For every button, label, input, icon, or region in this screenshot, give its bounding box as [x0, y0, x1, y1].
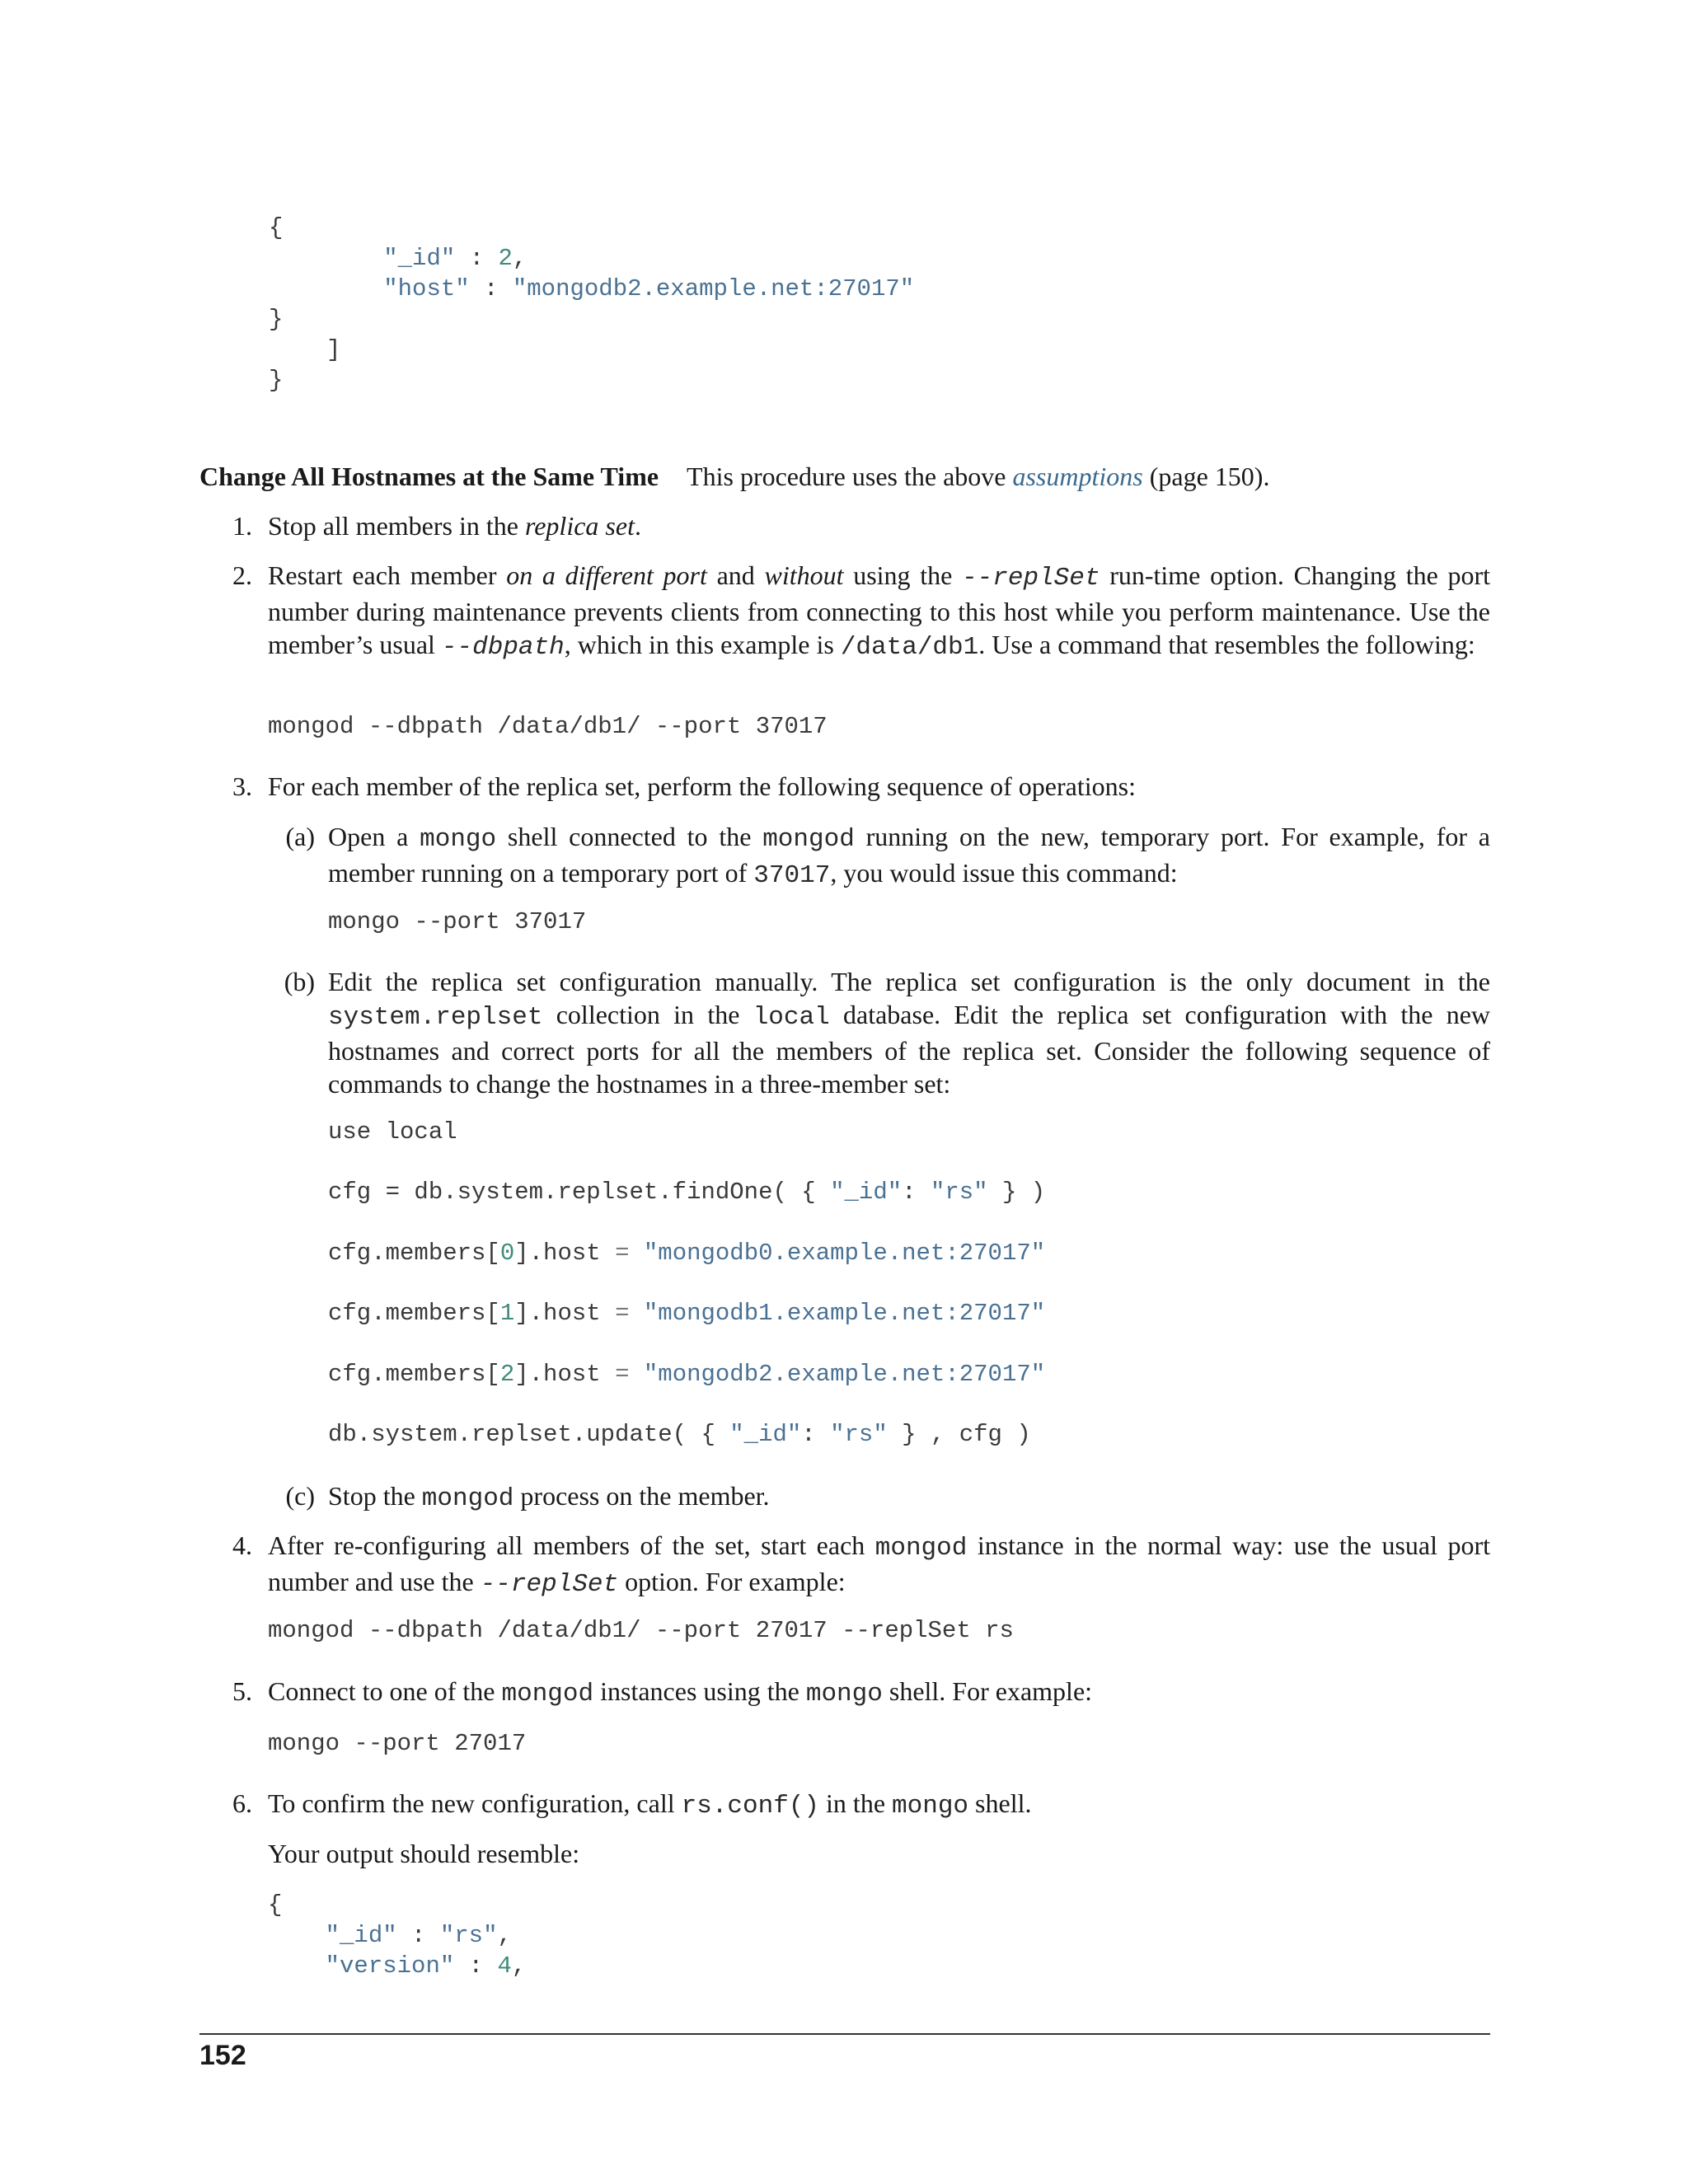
code-text: ].host: [514, 1240, 616, 1267]
inline-code: mongod: [501, 1680, 594, 1708]
code-string: "rs": [830, 1421, 888, 1448]
code-block-top: [269, 213, 914, 335]
code-close-array: ]: [326, 336, 341, 363]
code-line: "_id" : 2,: [383, 245, 528, 272]
emphasis: without: [764, 560, 844, 590]
code-line: {: [269, 214, 284, 241]
step-number: 2.: [232, 560, 252, 590]
code-string: "_id": [383, 245, 456, 272]
section-heading: Change All Hostnames at the Same Time: [199, 462, 659, 491]
text: Stop the: [328, 1481, 422, 1511]
text: Stop all members in the: [268, 511, 525, 541]
code-string: "mongodb1.example.net:27017": [629, 1300, 1046, 1327]
code-update: [328, 1419, 1031, 1450]
text: shell. For example:: [882, 1676, 1093, 1706]
code-string: "rs": [930, 1179, 988, 1206]
step-4-text: [268, 1529, 1490, 1601]
inline-code: mongo: [420, 825, 497, 854]
code-line: "_id" : "rs",: [325, 1922, 512, 1949]
code-text: ].host: [514, 1300, 616, 1327]
step-6-text: [268, 1787, 1490, 1823]
code-string: "_id": [729, 1421, 802, 1448]
inline-code: /data/db1: [840, 633, 979, 662]
step-number: 4.: [232, 1530, 252, 1560]
substep-b-text: [328, 965, 1490, 1100]
text: and: [706, 560, 765, 590]
intro-text: (page 150).: [1142, 462, 1270, 491]
code-string: "_id": [325, 1922, 397, 1949]
inline-code: mongo: [892, 1792, 969, 1821]
code-line: "host" : "mongodb2.example.net:27017": [383, 275, 915, 302]
code-number: 2: [498, 245, 513, 272]
code-operator: =: [615, 1240, 630, 1267]
step-3-text: For each member of the replica set, perform the following sequence of operations:: [268, 771, 1136, 801]
code-string: "mongodb2.example.net:27017": [512, 275, 915, 302]
text: database. Edit the replica set configuration with the new hostnames and correct ports for all the members of the replica set. Consider the following sequence of commands to change the hostnames in a three-member set:: [328, 1000, 1491, 1099]
code-string: "mongodb0.example.net:27017": [629, 1240, 1046, 1267]
code-line: }: [269, 306, 284, 333]
assumptions-link[interactable]: assumptions: [1012, 462, 1143, 491]
code-member-0: [328, 1238, 1045, 1268]
code-string: "rs": [439, 1922, 498, 1949]
text: process on the member.: [513, 1481, 770, 1511]
substep-label: (b): [284, 967, 315, 996]
code-text: db.system.replset.update( {: [328, 1421, 730, 1448]
code-number: 4: [497, 1952, 512, 1980]
step-number: 5.: [232, 1676, 252, 1706]
text: instance in the normal way: use the usual port number and use the: [268, 1530, 1491, 1596]
text: To confirm the new configuration, call: [268, 1788, 682, 1818]
inline-code: mongo: [805, 1680, 883, 1708]
code-text: ].host: [514, 1361, 616, 1388]
inline-code: rs.conf(): [681, 1792, 820, 1821]
text: , which in this example is: [564, 630, 841, 659]
code-line: "version" : 4,: [325, 1952, 527, 1980]
inline-code: mongod: [762, 825, 855, 854]
text: Edit the replica set configuration manually. The replica set configuration is the only document in the: [328, 967, 1490, 996]
code-member-2: [328, 1359, 1045, 1390]
code-output: [268, 1890, 526, 1981]
text: .: [634, 511, 641, 541]
code-string: "version": [325, 1952, 455, 1980]
page-number: 152: [199, 2040, 246, 2071]
inline-code: system.replset: [328, 1003, 543, 1032]
code-text: cfg.members[: [328, 1300, 500, 1327]
text: shell connected to the: [496, 822, 763, 851]
inline-code: mongod: [421, 1484, 514, 1513]
code-findone: [328, 1177, 1045, 1207]
code-text: } ): [987, 1179, 1046, 1206]
inline-code: 37017: [753, 861, 831, 890]
text: , you would issue this command:: [830, 858, 1178, 888]
step-number: 3.: [232, 771, 252, 801]
code-line: {: [268, 1891, 283, 1919]
code-text: cfg.members[: [328, 1361, 500, 1388]
step-2-text: [268, 559, 1490, 664]
code-text: cfg.members[: [328, 1240, 500, 1267]
intro-text: This procedure uses the above: [687, 462, 1013, 491]
inline-code: --replSet: [962, 564, 1100, 593]
text: Restart each member: [268, 560, 507, 590]
substep-a-text: [328, 820, 1490, 893]
step-5-text: [268, 1675, 1490, 1711]
text: collection in the: [542, 1000, 753, 1029]
code-command: mongo --port 27017: [268, 1730, 527, 1757]
inline-code: --replSet: [480, 1570, 619, 1599]
inline-code: local: [753, 1003, 830, 1032]
emphasis: on a different port: [506, 560, 707, 590]
code-operator: =: [615, 1300, 630, 1327]
text: run-time option. Changing the port number during maintenance prevents clients from connecting to this host while you perform maintenance. Use the member’s usual: [268, 560, 1491, 659]
substep-c-text: [328, 1479, 1490, 1516]
text: option. For example:: [618, 1567, 846, 1596]
text: After re-configuring all members of the set, start each: [268, 1530, 875, 1560]
text: using the: [843, 560, 963, 590]
code-use-local: use local: [328, 1118, 457, 1146]
substep-label: (a): [285, 822, 315, 851]
code-member-1: [328, 1298, 1045, 1329]
code-text: :: [801, 1421, 831, 1448]
code-number: 0: [499, 1240, 515, 1267]
code-string: "host": [383, 275, 470, 302]
replica-set-term: replica set: [524, 511, 635, 541]
code-close-doc: }: [269, 367, 284, 394]
text: Connect to one of the: [268, 1676, 502, 1706]
substep-label: (c): [285, 1481, 315, 1511]
code-text: cfg = db.system.replset.findOne( {: [328, 1179, 831, 1206]
code-command: mongod --dbpath /data/db1/ --port 27017 --replSet rs: [268, 1617, 1014, 1644]
text: instances using the: [593, 1676, 806, 1706]
code-command: mongo --port 37017: [328, 908, 587, 935]
code-number: 2: [499, 1361, 515, 1388]
output-intro: Your output should resemble:: [268, 1839, 580, 1868]
step-number: 1.: [232, 511, 252, 541]
code-string: "_id": [830, 1179, 903, 1206]
code-string: "mongodb2.example.net:27017": [629, 1361, 1046, 1388]
text: Open a: [328, 822, 420, 851]
code-command: mongod --dbpath /data/db1/ --port 37017: [268, 713, 828, 740]
text: . Use a command that resembles the following:: [978, 630, 1475, 659]
code-operator: =: [615, 1361, 630, 1388]
text: in the: [819, 1788, 893, 1818]
step-1-text: [268, 509, 1490, 542]
text: shell.: [968, 1788, 1032, 1818]
footer-rule: [199, 2033, 1490, 2035]
code-number: 1: [499, 1300, 515, 1327]
code-text: :: [902, 1179, 931, 1206]
inline-code: --dbpath: [441, 633, 565, 662]
section-paragraph: [199, 460, 1490, 493]
text: running on the new, temporary port. For example, for a member running on a temporary port of: [328, 822, 1491, 888]
step-number: 6.: [232, 1788, 252, 1818]
code-text: } , cfg ): [887, 1421, 1031, 1448]
inline-code: mongod: [874, 1534, 968, 1563]
